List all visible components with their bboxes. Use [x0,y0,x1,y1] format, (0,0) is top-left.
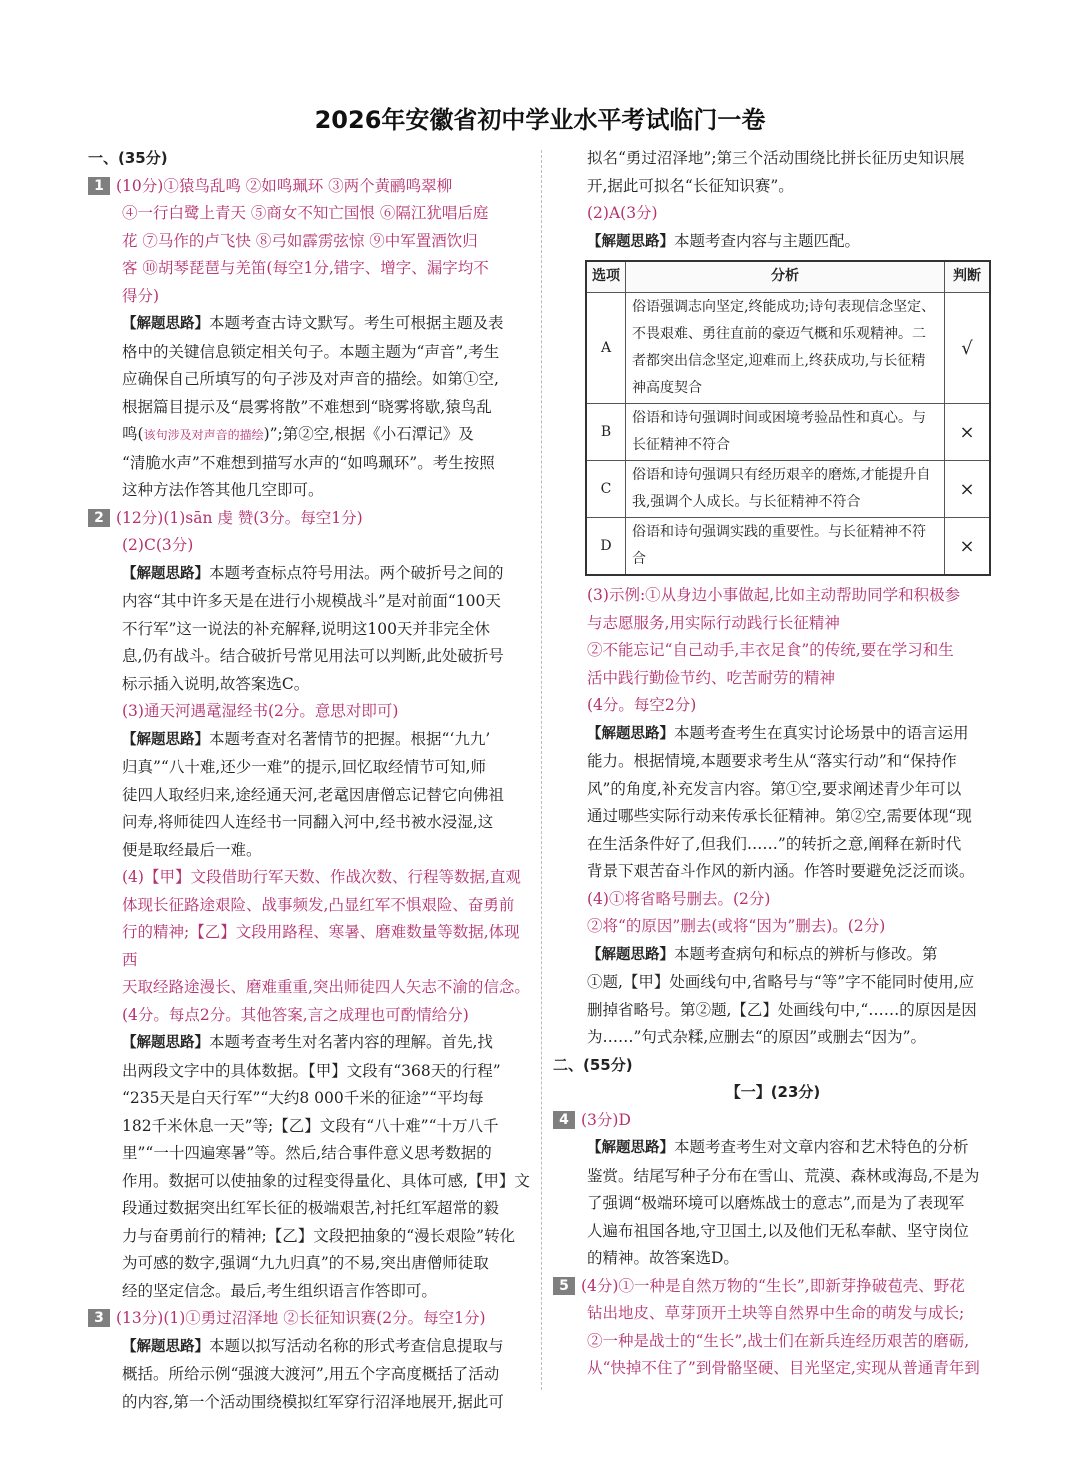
table-row [586,461,990,518]
q1-answer-line: 客 ⑩胡琴琵琶与羌笛(每空1分,错字、增字、漏字均不 [122,259,489,277]
q3-solution-line: 【解题思路】本题以拟写活动名称的形式考查信息提取与 [122,1336,504,1355]
q3-solution-line: 【解题思路】本题考查考生在真实讨论场景中的语言运用 [587,723,969,742]
q2-solution-line: 里”“一十四遍寒暑”等。然后,结合事件意义思考数据的 [122,1144,492,1162]
question-number-badge: 5 [553,1277,575,1295]
analysis-cell: 俗语和诗句强调时间或困境考验品性和真心。与长征精神不符合 [626,404,945,461]
question-number-badge: 4 [553,1111,575,1129]
analysis-table [585,260,991,576]
q3-solution-line: 拟名“勇过沼泽地”;第三个活动围绕比拼长征历史知识展 [587,149,965,167]
column-header: 分析 [626,261,945,293]
q4-solution-line: 人遍布祖国各地,守卫国土,以及他们无私奉献、坚守岗位 [587,1221,969,1240]
column-divider [541,150,542,1390]
q5-answer-line: 从“快掉不住了”到骨骼坚硬、目光坚定,实现从普通青年到 [587,1359,980,1377]
q3-answer-line: (2)A(3分) [587,204,658,222]
solution-label: 【解题思路】 [122,1035,209,1051]
solution-label: 【解题思路】 [587,1140,674,1156]
judgment-cell: × [945,518,991,576]
q2-solution-line: 【解题思路】本题考查考生对名著内容的理解。首先,找 [122,1033,493,1051]
q2-solution-line: 经的坚定信念。最后,考生组织语言作答即可。 [122,1281,437,1300]
q4-solution-line: 鉴赏。结尾写种子分布在雪山、荒漠、森林或海岛,不是为 [587,1166,980,1185]
q3-solution-line: 【解题思路】本题考查内容与主题匹配。 [587,231,861,250]
judgment-cell: × [945,404,991,461]
q2-solution-line: 182千米休息一天”等;【乙】文段有“八十难”“十万八千 [122,1116,499,1135]
solution-label: 【解题思路】 [587,233,674,250]
q2-solution-line: 出两段文字中的具体数据。【甲】文段有“368天的行程” [122,1061,501,1080]
q3-solution-line: 的内容,第一个活动围绕模拟红军穿行沼泽地展开,据此可 [122,1392,504,1411]
q2-solution-line: 内容“其中许多天是在进行小规模战斗”是对前面“100天 [122,592,501,610]
q2-answer-line: (2)C(3分) [122,536,194,554]
q1-answer-line: 1 (10分)①猿鸟乱鸣 ②如鸣珮环 ③两个黄鹂鸣翠柳 [88,173,533,201]
q3-answer-line: 活中践行勤俭节约、吃苦耐劳的精神 [587,668,836,687]
table-row [586,518,990,576]
q2-solution-line: 归真”“八十难,还少一难”的提示,回忆取经情节可知,师 [122,758,487,776]
table-row [586,404,990,461]
q2-solution-line: 问寿,将师徒四人连经书一同翻入河中,经书被水浸湿,这 [122,813,494,831]
q3-answer-line: ②将“的原因”删去(或将“因为”删去)。(2分) [587,917,886,935]
analysis-cell: 俗语和诗句强调只有经历艰辛的磨炼,才能提升自我,强调个人成长。与长征精神不符合 [626,461,945,518]
q3-answer-line: 3 (13分)(1)①勇过沼泽地 ②长征知识赛(2分。每空1分) [88,1305,533,1333]
solution-label: 【解题思路】 [587,946,674,963]
q2-solution-line: 为可感的数字,强调“九九归真”的不易,突出唐僧师徒取 [122,1254,489,1272]
left-column [88,145,533,1416]
q2-solution-line: 不行军”这一说法的补充解释,说明这100天并非完全休 [122,619,490,638]
analysis-cell: 俗语和诗句强调实践的重要性。与长征精神不符合 [626,518,945,576]
q2-solution-line: 息,仍有战斗。结合破折号常见用法可以判断,此处破折号 [122,647,504,665]
q2-answer-line: (4)【甲】文段借助行军天数、作战次数、行程等数据,直观 [122,868,521,886]
q4-solution-line: 【解题思路】本题考查考生对文章内容和艺术特色的分析 [587,1138,969,1156]
solution-label: 【解题思路】 [122,1338,209,1355]
subsection-heading: 【一】(23分) [725,1083,821,1101]
table-header-row [586,261,990,293]
option-cell: B [586,404,626,461]
q2-solution-line: 【解题思路】本题考查标点符号用法。两个破折号之间的 [122,563,504,582]
q2-solution-line: “235天是白天行军”“大约8 000千米的征途”“平均每 [122,1089,484,1107]
q1-solution-line: 这种方法作答其他几空即可。 [122,481,324,499]
q3-solution-line: 在生活条件好了,但我们……”的转折之意,阐释在新时代 [587,834,962,853]
section-2-heading: 二、(55分) [553,1055,633,1074]
q3-solution-line: 概括。所给示例“强渡大渡河”,用五个字高度概括了活动 [122,1365,500,1383]
q2-solution-line: 力与奋勇前行的精神;【乙】文段把抽象的“漫长艰险”转化 [122,1226,516,1245]
q5-answer-line: ②一种是战士的“生长”,战士们在新兵连经历艰苦的磨砺, [587,1331,970,1350]
q2-solution-line: 【解题思路】本题考查对名著情节的把握。根据“‘九九’ [122,729,491,748]
q1-answer-line: 得分) [122,286,160,305]
q2-solution-line: 段通过数据突出红军长征的极端艰苦,衬托红军超常的毅 [122,1199,499,1217]
option-cell: A [586,293,626,404]
question-number-badge: 3 [88,1309,110,1327]
option-cell: C [586,461,626,518]
table-row [586,293,990,404]
option-cell: D [586,518,626,576]
q3-solution-line: 风”的角度,补充发言内容。第①空,要求阐述青少年可以 [587,779,962,798]
solution-label: 【解题思路】 [122,731,209,748]
q1-solution-line: 格中的关键信息锁定相关句子。本题主题为“声音”,考生 [122,342,500,361]
q3-answer-line: ②不能忘记“自己动手,丰衣足食”的传统,要在学习和生 [587,641,954,659]
q3-solution-line: 通过哪些实际行动来传承长征精神。第②空,需要体现“现 [587,807,972,825]
question-number-badge: 2 [88,509,110,527]
question-number-badge: 1 [88,177,110,195]
section-1-heading: 一、(35分) [88,149,168,167]
q2-answer-line: (3)通天河遇鼋湿经书(2分。意思对即可) [122,702,399,720]
q3-solution-line: 开,据此可拟名“长征知识赛”。 [587,176,794,195]
q5-answer-line: 5 (4分)①一种是自然万物的“生长”,即新芽挣破苞壳、野花 [553,1273,993,1301]
q3-answer-line: (3)示例:①从身边小事做起,比如主动帮助同学和积极参 [587,586,961,604]
judgment-cell: × [945,461,991,518]
column-header: 判断 [945,261,991,293]
page-title: 2026年安徽省初中学业水平考试临门一卷 [314,106,766,134]
q1-answer-line: 花 ⑦马作的卢飞快 ⑧弓如霹雳弦惊 ⑨中军置酒饮归 [122,231,478,250]
q1-solution-line: “清脆水声”不难想到描写水声的“如鸣珮环”。考生按照 [122,453,495,472]
q3-answer-line: (4)①将省略号删去。(2分) [587,889,771,908]
q3-solution-line: ①题,【甲】处画线句中,省略号与“等”字不能同时使用,应 [587,973,975,991]
q2-answer-line: 行的精神;【乙】文段用路程、寒暑、磨难数量等数据,体现西 [122,923,520,969]
q3-solution-line: 【解题思路】本题考查病句和标点的辨析与修改。第 [587,944,938,963]
q2-solution-line: 徒四人取经归来,途经通天河,老鼋因唐僧忘记替它向佛祖 [122,785,504,804]
q3-solution-line: 删掉省略号。第②题,【乙】处画线句中,“……的原因是因 [587,1000,977,1019]
q2-answer-line: (4分。每点2分。其他答案,言之成理也可酌情给分) [122,1005,469,1024]
q3-solution-line: 背景下艰苦奋斗作风的新内涵。作答时要避免泛泛而谈。 [587,862,975,880]
q1-answer-line: ④一行白鹭上青天 ⑤商女不知亡国恨 ⑥隔江犹唱后庭 [122,204,489,222]
solution-label: 【解题思路】 [122,565,209,582]
q2-solution-line: 标示插入说明,故答案选C。 [122,674,310,693]
q3-solution-line: 能力。根据情境,本题要求考生从“落实行动”和“保持作 [587,752,957,770]
right-column [553,145,993,1383]
column-header: 选项 [586,261,626,293]
q4-solution-line: 的精神。故答案选D。 [587,1249,739,1267]
q4-solution-line: 了强调“极端环境可以磨炼战士的意志”,而是为了表现军 [587,1194,965,1212]
q3-solution-line: 为……”句式杂糅,应删去“的原因”或删去“因为”。 [587,1028,927,1046]
q1-solution-line: 根据篇目提示及“晨雾将散”不难想到“晓雾将歇,猿鸟乱 [122,397,492,416]
q2-answer-line: 天取经路途漫长、磨难重重,突出师徒四人矢志不渝的信念。 [122,978,530,996]
q1-solution-line: 【解题思路】本题考查古诗文默写。考生可根据主题及表 [122,314,504,332]
q1-solution-line: 应确保自己所填写的句子涉及对声音的描绘。如第①空, [122,370,499,388]
q2-solution-line: 作用。数据可以使抽象的过程变得量化、具体可感,【甲】文 [122,1171,530,1190]
q4-answer-line: 4 (3分)D [553,1107,993,1135]
q3-answer-line: 与志愿服务,用实际行动践行长征精神 [587,613,840,632]
handwritten-note: 该句涉及对声音的描绘 [143,428,264,442]
q1-solution-line: 鸣(该句涉及对声音的描绘)”;第②空,根据《小石潭记》及 [122,425,474,443]
q3-answer-line: (4分。每空2分) [587,696,697,714]
analysis-cell: 俗语强调志向坚定,终能成功;诗句表现信念坚定、不畏艰难、勇往直前的豪迈气概和乐观精神。二者都突出信念坚定,迎难而上,终获成功,与长征精神高度契合 [626,293,945,404]
judgment-cell: √ [945,293,991,404]
q2-answer-line: 2 (12分)(1)sān 虔 赞(3分。每空1分) [88,505,533,533]
solution-label: 【解题思路】 [587,725,674,742]
q5-answer-line: 钻出地皮、草芽顶开土块等自然界中生命的萌发与成长; [587,1304,965,1322]
solution-label: 【解题思路】 [122,316,209,332]
q2-answer-line: 体现长征路途艰险、战事频发,凸显红军不惧艰险、奋勇前 [122,895,515,914]
q2-solution-line: 便是取经最后一难。 [122,840,262,859]
